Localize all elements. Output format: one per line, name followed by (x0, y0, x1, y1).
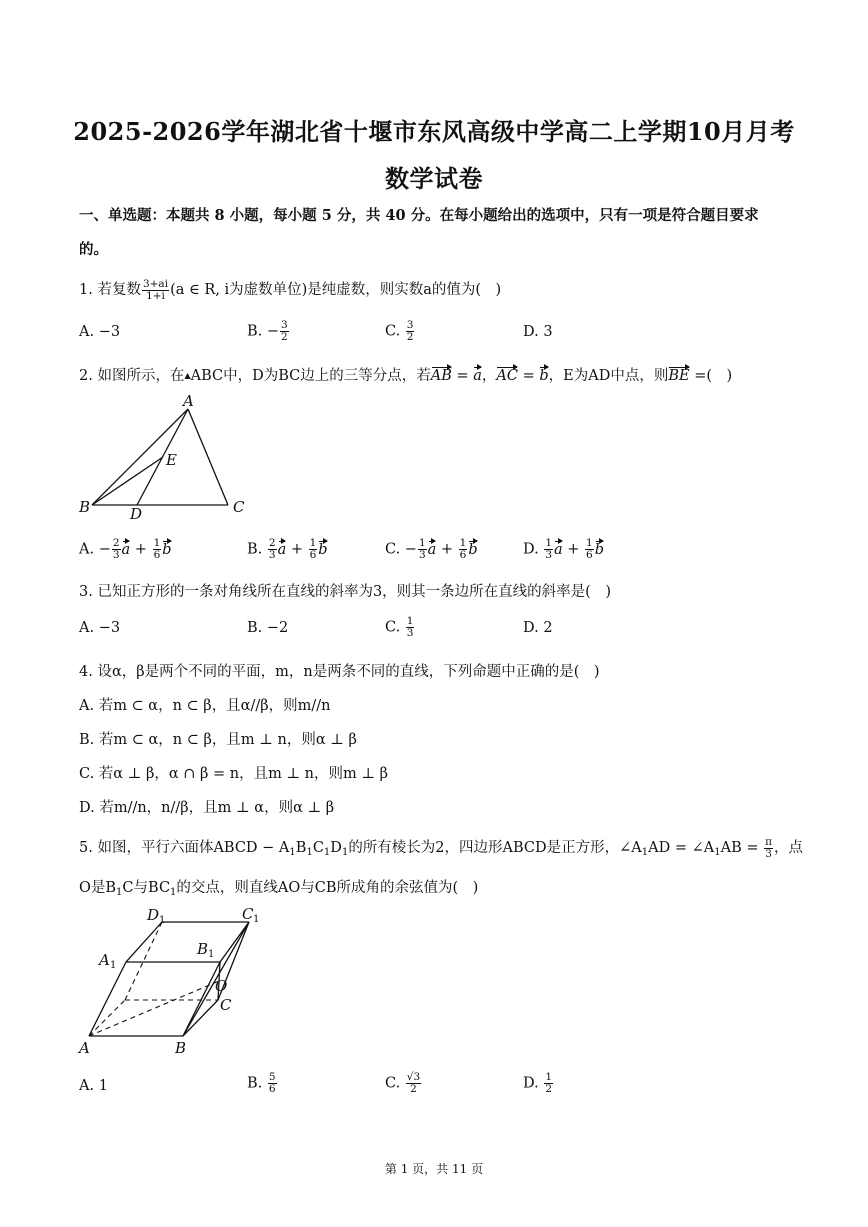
q4-option-b: B. 若m ⊂ α，n ⊂ β，且m ⊥ n，则α ⊥ β (79, 732, 357, 748)
fig5-label-a1: A (99, 951, 110, 969)
q4-option-c: C. 若α ⊥ β，α ∩ β = n，且m ⊥ n，则m ⊥ β (79, 766, 389, 782)
fig-label-d: D (130, 505, 143, 522)
fig-label-b: B (79, 498, 91, 516)
fig-label-c: C (233, 498, 245, 516)
q3-option-c: C. $\frac{1}{3}$ (385, 615, 414, 639)
fig5-label-b: B (175, 1039, 187, 1057)
q1-option-d: D. 3 (523, 324, 553, 340)
exam-title-line2: 数学试卷 (385, 164, 483, 193)
q5-option-d: D. $\frac{1}{2}$ (523, 1071, 553, 1095)
question-1: 1. 若复数 $\frac{3+ai}{1+i}$ (a ∈ R, i为虚数单位)是纯虚数，则实数a的值为( ) (79, 277, 502, 302)
q1-option-b: B. − $\frac{3}{2}$ (247, 319, 288, 343)
question-5: 5. 如图，平行六面体ABCD − $A_1B_1C_1D_1$的所有棱长为2，四边形ABCD是正方形，$\angle A_1AD$ = $\angle A_1AB$ = $\frac{\pi}{3}$ ，点 (79, 835, 804, 860)
question-3: 3. 已知正方形的一条对角线所在直线的斜率为3，则其一条边所在直线的斜率是( ) (79, 584, 611, 600)
triangle-icon: ▲ (184, 371, 191, 380)
svg-text:1: 1 (208, 949, 215, 960)
svg-text:1: 1 (159, 915, 166, 926)
q1-fraction: $\frac{3+ai}{1+i}$ (142, 277, 169, 302)
fig5-label-b1: B (197, 940, 209, 958)
svg-text:1: 1 (253, 914, 260, 925)
fig5-label-a: A (79, 1039, 90, 1057)
fig5-label-c1: C (242, 905, 254, 923)
fig5-label-c: C (220, 996, 232, 1014)
q5-option-a: A. 1 (79, 1078, 108, 1094)
page-footer: 第 1 页，共 11 页 (384, 1162, 484, 1176)
q4-option-d: D. 若m//n，n//β，且m ⊥ α，则α ⊥ β (79, 800, 335, 816)
q1-option-a: A. −3 (79, 324, 121, 340)
question-5-cont: O是$B_1C$与$BC_1$的交点，则直线AO与CB所成角的余弦值为( ) (79, 880, 479, 898)
q5-option-c: C. $\frac{√3}{2}$ (385, 1071, 421, 1095)
q2-option-d: D. $\frac{1}{3}$ a + $\frac{1}{6}$ b (523, 537, 605, 561)
q3-option-a: A. −3 (79, 620, 121, 636)
q2-option-a: A. − $\frac{2}{3}$ a + $\frac{1}{6}$ b (79, 537, 172, 561)
exam-title-line1: 2025-2026学年湖北省十堰市东风高级中学高二上学期10月月考 (73, 117, 795, 146)
fig5-label-o: O (215, 977, 228, 995)
q4-option-a: A. 若m ⊂ α，n ⊂ β，且α//β，则m//n (79, 698, 331, 714)
question-2: 2. 如图所示，在▲ABC中，D为BC边上的三等分点，若AB = a，AC = b，E为AD中点，则BE =( ) (79, 368, 733, 384)
section-heading-cont: 的。 (79, 241, 108, 258)
svg-text:1: 1 (110, 960, 117, 971)
q5-option-b: B. $\frac{5}{6}$ (247, 1071, 276, 1095)
question-4: 4. 设α，β是两个不同的平面，m，n是两条不同的直线，下列命题中正确的是( ) (79, 664, 600, 680)
q5-parallelepiped-figure (75, 900, 275, 1060)
fig-label-a: A (183, 392, 194, 410)
fig-label-e: E (166, 451, 177, 469)
q2-option-c: C. − $\frac{1}{3}$ a + $\frac{1}{6}$ b (385, 537, 478, 561)
q1-option-c: C. $\frac{3}{2}$ (385, 319, 414, 343)
section-heading: 一、单选题：本题共 8 小题，每小题 5 分，共 40 分。在每小题给出的选项中，只有一项是符合题目要求 (79, 207, 759, 224)
q2-triangle-figure (75, 392, 255, 522)
q2-option-b: B. $\frac{2}{3}$ a + $\frac{1}{6}$ b (247, 537, 328, 561)
q3-option-d: D. 2 (523, 620, 553, 636)
q3-option-b: B. −2 (247, 620, 289, 636)
fig5-label-d1: D (147, 906, 160, 924)
